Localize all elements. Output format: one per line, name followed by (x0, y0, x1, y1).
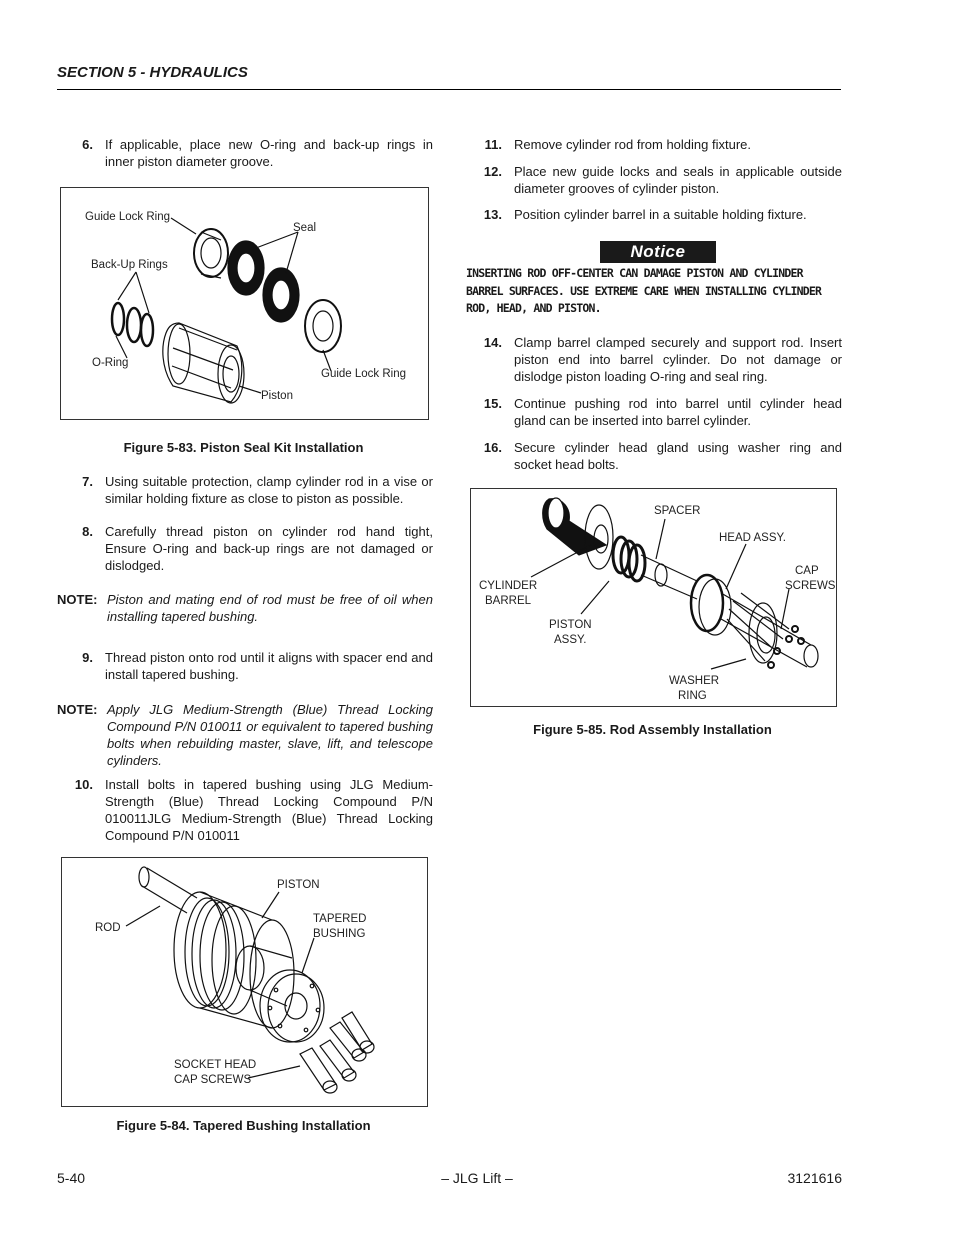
step-number: 7. (82, 474, 93, 489)
step-text: Clamp barrel clamped securely and support rod. Insert piston end into barrel cylinder. Do not damage or dislodge piston loading O-ring and seal ring. (514, 335, 842, 384)
piston-seal-kit-illustration (61, 188, 428, 419)
step-number: 9. (82, 650, 93, 665)
step-16 (466, 439, 842, 475)
step-text: Thread piston onto rod until it aligns with spacer end and install tapered bushing. (105, 650, 433, 682)
step-9 (57, 649, 433, 685)
step-number: 10. (74, 777, 93, 792)
step-text: Continue pushing rod into barrel until cylinder head gland can be inserted into barrel cylinder. (514, 396, 842, 428)
label-cap: CAP (795, 565, 819, 577)
step-number: 11. (484, 137, 502, 152)
rod-assembly-illustration (471, 489, 836, 706)
step-12 (466, 163, 842, 199)
page-number: 5-40 (57, 1170, 86, 1186)
label-back-up-rings: Back-Up Rings (91, 259, 168, 271)
tapered-bushing-illustration (62, 858, 427, 1106)
label-guide-lock-ring-top: Guide Lock Ring (85, 211, 171, 223)
step-text: Position cylinder barrel in a suitable holding fixture. (514, 207, 807, 222)
label-barrel: BARREL (485, 595, 532, 607)
label-cap-screws: CAP SCREWS (174, 1074, 252, 1086)
note-label: NOTE: (57, 702, 98, 717)
step-text: Secure cylinder head gland using washer ring and socket head bolts. (514, 440, 842, 472)
label-seal: Seal (293, 222, 317, 234)
step-text: Place new guide locks and seals in applicable outside diameter grooves of cylinder piston. (514, 164, 842, 196)
note-text: Piston and mating end of rod must be free of oil when installing tapered bushing. (107, 592, 433, 624)
step-7 (57, 473, 433, 509)
footer-center: – JLG Lift – (441, 1170, 513, 1186)
label-guide-lock-ring-bottom: Guide Lock Ring (321, 368, 407, 380)
label-washer: WASHER (669, 675, 720, 687)
step-number: 6. (82, 137, 93, 152)
figure-5-83-caption: Figure 5-83. Piston Seal Kit Installation (123, 440, 364, 455)
step-text: Install bolts in tapered bushing using JLG Medium-Strength (Blue) Thread Locking Compound P/N 010011JLG Medium-Strength (Blue) Thread Locking Compound P/N 010011 (105, 777, 433, 843)
step-number: 8. (82, 524, 93, 539)
note-2 (57, 701, 433, 768)
note-label: NOTE: (57, 592, 98, 607)
label-bushing: BUSHING (313, 928, 366, 940)
step-6 (57, 136, 433, 172)
label-rod: ROD (95, 922, 121, 934)
label-socket-head: SOCKET HEAD (174, 1059, 257, 1071)
section-title: SECTION 5 - HYDRAULICS (57, 64, 248, 81)
step-number: 13. (483, 207, 502, 222)
label-piston: Piston (261, 390, 293, 402)
header-rule (57, 89, 841, 90)
step-14 (466, 334, 842, 388)
notice-text: INSERTING ROD OFF-CENTER CAN DAMAGE PISTON AND CYLINDER BARREL SURFACES. USE EXTREME CARE WHEN INSTALLING CYLINDER ROD, HEAD, AND PISTON. (466, 266, 822, 315)
step-15 (466, 395, 842, 431)
label-screws: SCREWS (785, 580, 836, 592)
step-number: 12. (483, 164, 502, 179)
label-cylinder: CYLINDER (479, 580, 538, 592)
step-text: Remove cylinder rod from holding fixture. (514, 137, 751, 152)
step-10 (57, 776, 433, 848)
step-8 (57, 523, 433, 577)
label-head-assy: HEAD ASSY. (719, 532, 786, 544)
figure-5-85-caption: Figure 5-85. Rod Assembly Installation (533, 722, 772, 737)
label-tapered: TAPERED (313, 913, 367, 925)
doc-number: 3121616 (787, 1170, 842, 1186)
figure-5-84 (61, 857, 428, 1107)
figure-5-85 (470, 488, 837, 707)
step-11 (466, 136, 842, 154)
step-13 (466, 206, 842, 224)
notice-badge: Notice (600, 241, 716, 263)
step-text: Using suitable protection, clamp cylinder rod in a vise or similar holding fixture as close to piston as possible. (105, 474, 433, 506)
label-assy: ASSY. (554, 634, 587, 646)
label-piston: PISTON (277, 879, 320, 891)
label-ring: RING (678, 690, 707, 702)
figure-5-84-caption: Figure 5-84. Tapered Bushing Installation (116, 1118, 371, 1133)
label-o-ring: O-Ring (92, 357, 129, 369)
label-piston: PISTON (549, 619, 592, 631)
step-number: 16. (483, 440, 502, 455)
step-number: 14. (483, 335, 502, 350)
figure-5-83 (60, 187, 429, 420)
label-spacer: SPACER (654, 505, 701, 517)
step-number: 15. (483, 396, 502, 411)
note-1 (57, 591, 433, 627)
note-text: Apply JLG Medium-Strength (Blue) Thread Locking Compound P/N 010011 or equivalent to tapered bushing bolts when rebuilding master, slave, lift, and telescope cylinders. (107, 702, 433, 768)
step-text: Carefully thread piston on cylinder rod hand tight, Ensure O-ring and back-up rings are not damaged or dislodged. (105, 524, 433, 573)
step-text: If applicable, place new O-ring and back-up rings in inner piston diameter groove. (105, 137, 433, 169)
